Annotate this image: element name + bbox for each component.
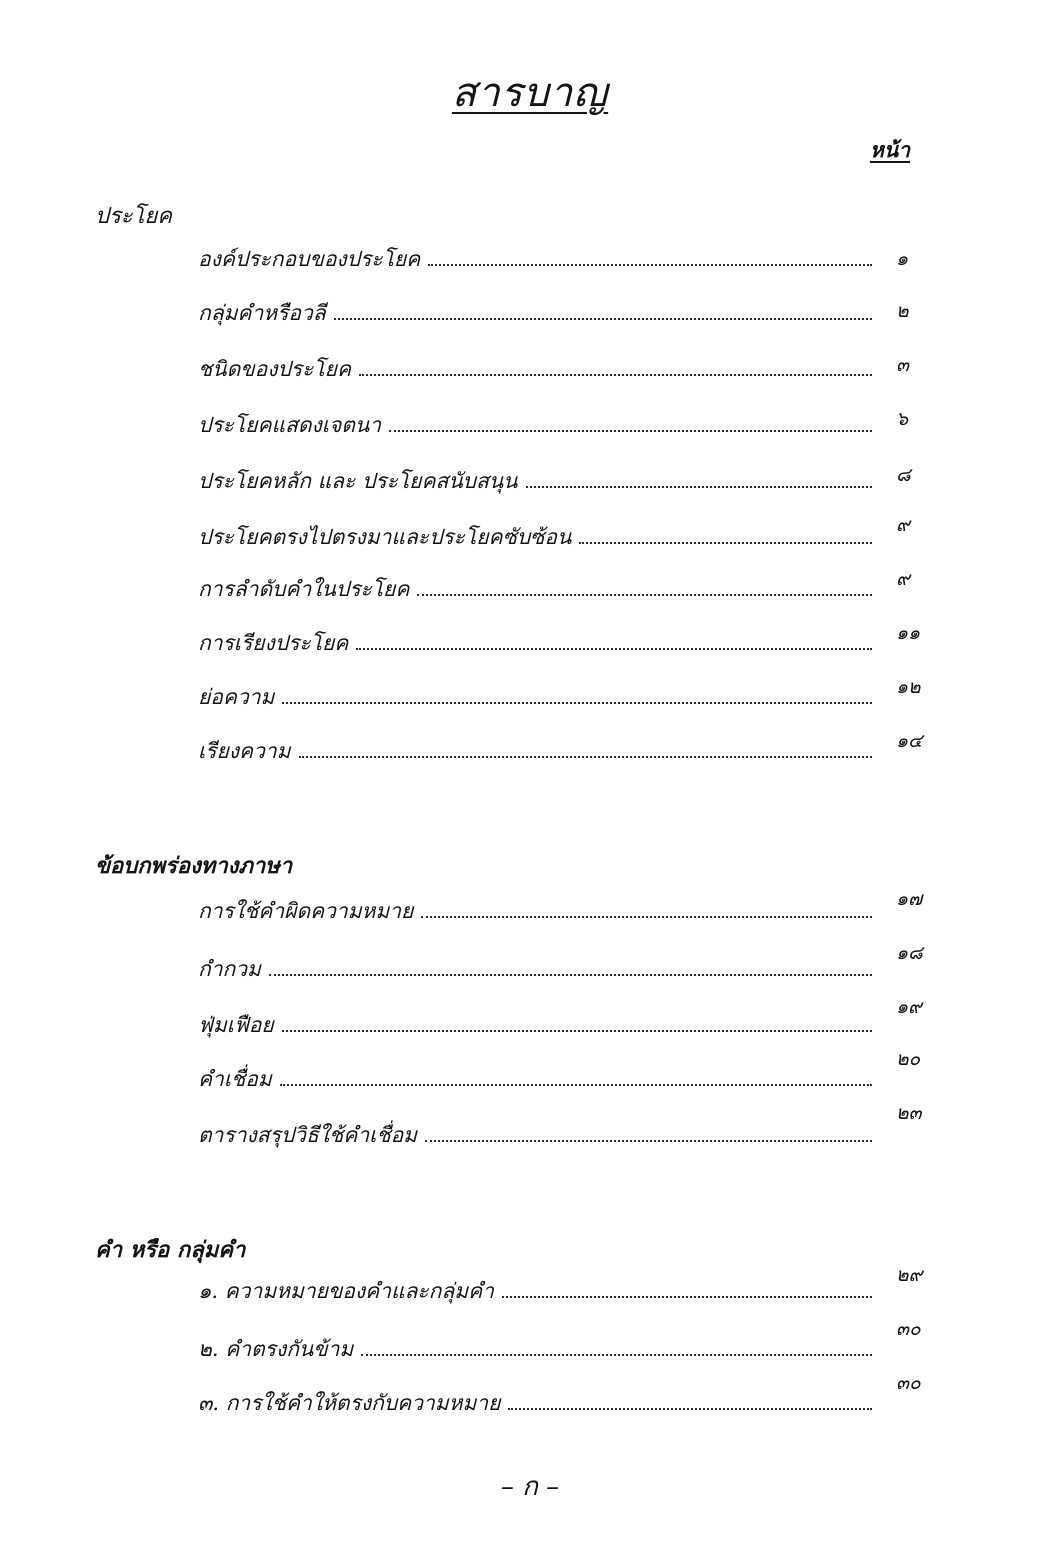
- toc-entry-page: ๘: [896, 464, 911, 486]
- toc-entry: [198, 954, 872, 984]
- toc-entry-page: ๓: [896, 354, 909, 376]
- toc-entry-label: ตารางสรุปวิธีใช้คำเชื่อม: [198, 1123, 418, 1147]
- toc-entry-page: ๖: [896, 408, 909, 430]
- toc-entry-label: กำกวม: [198, 957, 261, 981]
- toc-entry-page: ๒๐: [896, 1048, 921, 1070]
- dot-leader: [361, 1354, 872, 1356]
- toc-entry-page: ๑๑: [896, 622, 921, 644]
- toc-entry: [198, 736, 872, 766]
- footer-page-number: – ก –: [500, 1472, 560, 1502]
- section-title-language-errors: ข้อบกพร่องทางภาษา: [95, 853, 293, 879]
- dot-leader: [282, 1030, 872, 1032]
- toc-entry-page: ๒๓: [896, 1102, 922, 1124]
- toc-entry: [198, 466, 872, 496]
- dot-leader: [508, 1408, 872, 1410]
- dot-leader: [334, 318, 872, 320]
- toc-entry: [198, 522, 872, 552]
- dot-leader: [417, 594, 872, 596]
- dot-leader: [579, 542, 872, 544]
- toc-entry-label: ประโยคหลัก และ ประโยคสนับสนุน: [198, 469, 518, 493]
- dot-leader: [299, 756, 873, 758]
- toc-entry: [198, 1388, 872, 1418]
- dot-leader: [280, 1084, 872, 1086]
- dot-leader: [269, 974, 872, 976]
- toc-entry-label: ย่อความ: [198, 685, 275, 709]
- toc-entry: [198, 896, 872, 926]
- toc-entry: [198, 1120, 872, 1150]
- toc-entry-page: ๑๒: [896, 676, 921, 698]
- toc-entry: [198, 1064, 872, 1094]
- toc-entry-label: การเรียงประโยค: [198, 631, 349, 655]
- toc-entry-label: ชนิดของประโยค: [198, 357, 351, 381]
- toc-entry-page: ๓๐: [896, 1372, 921, 1394]
- toc-entry-page: ๙: [896, 514, 910, 536]
- section-title-words: คำ หรือ กลุ่มคำ: [95, 1237, 246, 1263]
- toc-entry-label: การใช้คำผิดความหมาย: [198, 899, 414, 923]
- toc-entry-label: องค์ประกอบของประโยค: [198, 247, 421, 271]
- toc-entry-page: ๒: [896, 300, 909, 322]
- toc-entry: [198, 1334, 872, 1364]
- toc-entry-page: ๑๔: [896, 730, 923, 752]
- dot-leader: [421, 916, 872, 918]
- toc-entry: [198, 244, 872, 274]
- toc-entry: [198, 682, 872, 712]
- page-title: สารบาญ: [451, 70, 609, 116]
- toc-entry-page: ๑๗: [896, 888, 923, 910]
- toc-entry-label: ๒. คำตรงกันข้าม: [198, 1337, 354, 1361]
- toc-entry-page: ๓๐: [896, 1318, 921, 1340]
- toc-entry: [198, 574, 872, 604]
- dot-leader: [356, 648, 872, 650]
- toc-entry-label: ๑. ความหมายของคำและกลุ่มคำ: [198, 1279, 494, 1303]
- page-column-header: หน้า: [870, 137, 910, 162]
- toc-entry-label: ฟุ่มเฟือย: [198, 1013, 274, 1037]
- dot-leader: [389, 430, 872, 432]
- toc-entry: [198, 1276, 872, 1306]
- toc-entry: [198, 1010, 872, 1040]
- dot-leader: [359, 374, 872, 376]
- toc-entry-label: เรียงความ: [198, 739, 291, 763]
- toc-entry: [198, 410, 872, 440]
- dot-leader: [502, 1296, 872, 1298]
- section-title-sentence: ประโยค: [95, 204, 173, 229]
- dot-leader: [526, 486, 872, 488]
- toc-entry: [198, 298, 872, 328]
- toc-entry-label: การลำดับคำในประโยค: [198, 577, 410, 601]
- toc-entry-label: กลุ่มคำหรือวลี: [198, 301, 326, 325]
- toc-entry-label: คำเชื่อม: [198, 1067, 272, 1091]
- toc-entry: [198, 628, 872, 658]
- toc-entry-page: ๑๙: [896, 996, 922, 1018]
- toc-entry-page: ๙: [896, 568, 910, 590]
- toc-entry-page: ๑: [896, 248, 909, 270]
- dot-leader: [428, 264, 872, 266]
- toc-entry-label: ประโยคตรงไปตรงมาและประโยคซับซ้อน: [198, 525, 572, 549]
- toc-entry-label: ประโยคแสดงเจตนา: [198, 413, 382, 437]
- dot-leader: [282, 702, 872, 704]
- toc-entry-page: ๑๘: [896, 942, 923, 964]
- toc-entry-label: ๓. การใช้คำให้ตรงกับความหมาย: [198, 1391, 501, 1415]
- dot-leader: [425, 1140, 872, 1142]
- toc-entry: [198, 354, 872, 384]
- toc-entry-page: ๒๙: [896, 1264, 923, 1286]
